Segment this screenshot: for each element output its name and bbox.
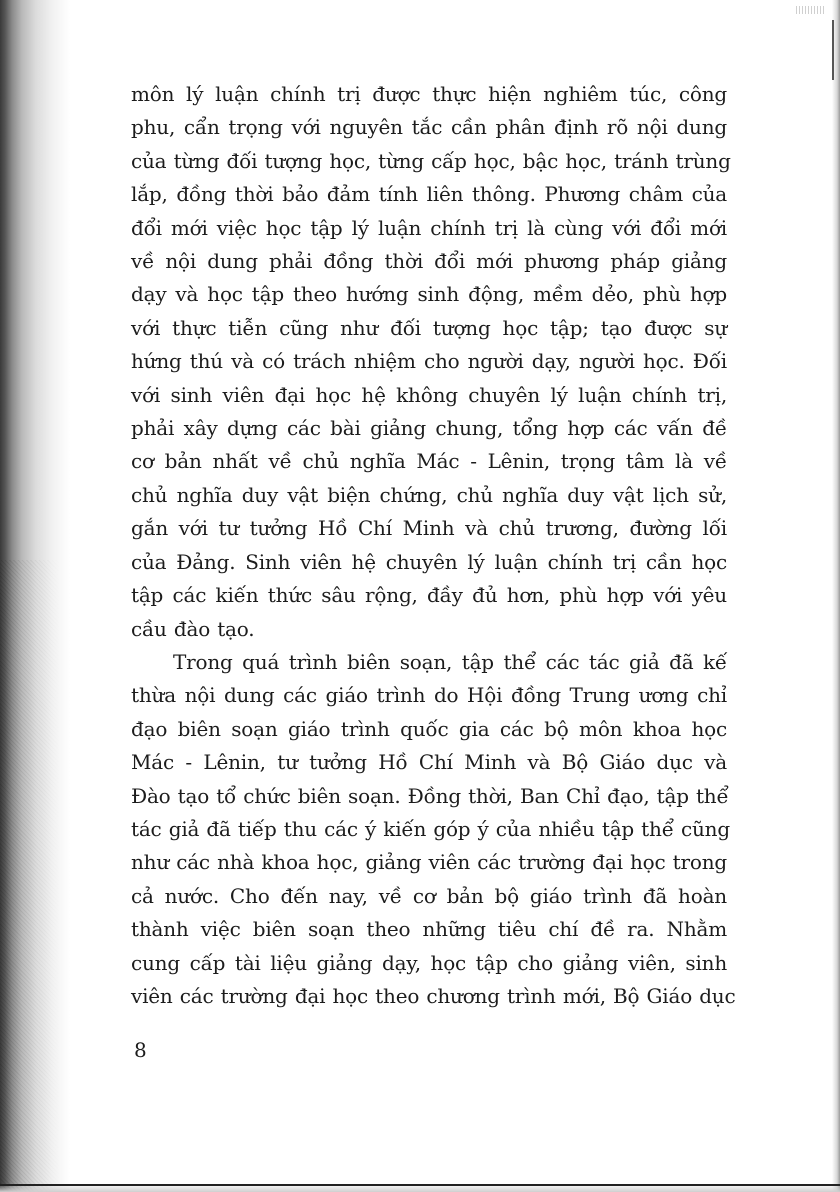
text-line: lắp, đồng thời bảo đảm tính liên thông. Phương châm của <box>131 182 727 207</box>
page-number: 8 <box>134 1038 147 1062</box>
body-text <box>131 78 736 1013</box>
text-line: cơ bản nhất về chủ nghĩa Mác - Lênin, trọng tâm là về <box>131 449 727 474</box>
text-line: phải xây dựng các bài giảng chung, tổng hợp các vấn đề <box>131 416 727 441</box>
corner-scan-speck <box>796 6 826 14</box>
text-line: Đào tạo tổ chức biên soạn. Đồng thời, Ban Chỉ đạo, tập thể <box>131 783 729 808</box>
paragraph-2 <box>131 646 736 1013</box>
paragraph-1 <box>131 78 731 646</box>
text-line: cung cấp tài liệu giảng dạy, học tập cho giảng viên, sinh <box>131 950 727 975</box>
text-line: với sinh viên đại học hệ không chuyên lý luận chính trị, <box>131 382 727 407</box>
text-line: đổi mới việc học tập lý luận chính trị là cùng với đổi mới <box>131 215 727 240</box>
binding-scan-noise <box>0 560 60 1192</box>
text-line: về nội dung phải đồng thời đổi mới phương pháp giảng <box>131 249 727 274</box>
text-line: môn lý luận chính trị được thực hiện nghiêm túc, công <box>131 82 727 106</box>
text-line: như các nhà khoa học, giảng viên các trường đại học trong <box>131 850 727 875</box>
text-line: thành việc biên soạn theo những tiêu chí đề ra. Nhằm <box>131 917 727 942</box>
bottom-page-edge <box>0 1184 840 1186</box>
text-line: gắn với tư tưởng Hồ Chí Minh và chủ trương, đường lối <box>131 516 727 541</box>
text-line: hứng thú và có trách nhiệm cho người dạy, người học. Đối <box>131 349 727 374</box>
text-line: tập các kiến thức sâu rộng, đầy đủ hơn, phù hợp với yêu <box>131 583 727 608</box>
text-line: cả nước. Cho đến nay, về cơ bản bộ giáo trình đã hoàn <box>131 883 727 908</box>
text-line: cầu đào tạo. <box>131 616 255 641</box>
text-line: Trong quá trình biên soạn, tập thể các tác giả đã kế <box>173 649 727 674</box>
text-line: viên các trường đại học theo chương trình mới, Bộ Giáo dục <box>131 983 736 1008</box>
text-line: phu, cẩn trọng với nguyên tắc cần phân định rõ nội dung <box>131 115 727 140</box>
text-line: của Đảng. Sinh viên hệ chuyên lý luận chính trị cần học <box>131 549 727 574</box>
right-edge-mark <box>832 20 834 80</box>
text-line: Mác - Lênin, tư tưởng Hồ Chí Minh và Bộ Giáo dục và <box>131 750 727 775</box>
text-line: tác giả đã tiếp thu các ý kiến góp ý của nhiều tập thể cũng <box>131 816 730 841</box>
text-line: thừa nội dung các giáo trình do Hội đồng Trung ương chỉ <box>131 683 727 708</box>
text-line: với thực tiễn cũng như đối tượng học tập; tạo được sự <box>131 315 727 340</box>
text-line: của từng đối tượng học, từng cấp học, bậc học, tránh trùng <box>131 148 731 173</box>
text-line: dạy và học tập theo hướng sinh động, mềm dẻo, phù hợp <box>131 282 727 307</box>
right-page-edge <box>832 0 840 1192</box>
text-line: đạo biên soạn giáo trình quốc gia các bộ môn khoa học <box>131 716 727 741</box>
text-line: chủ nghĩa duy vật biện chứng, chủ nghĩa duy vật lịch sử, <box>131 482 727 507</box>
